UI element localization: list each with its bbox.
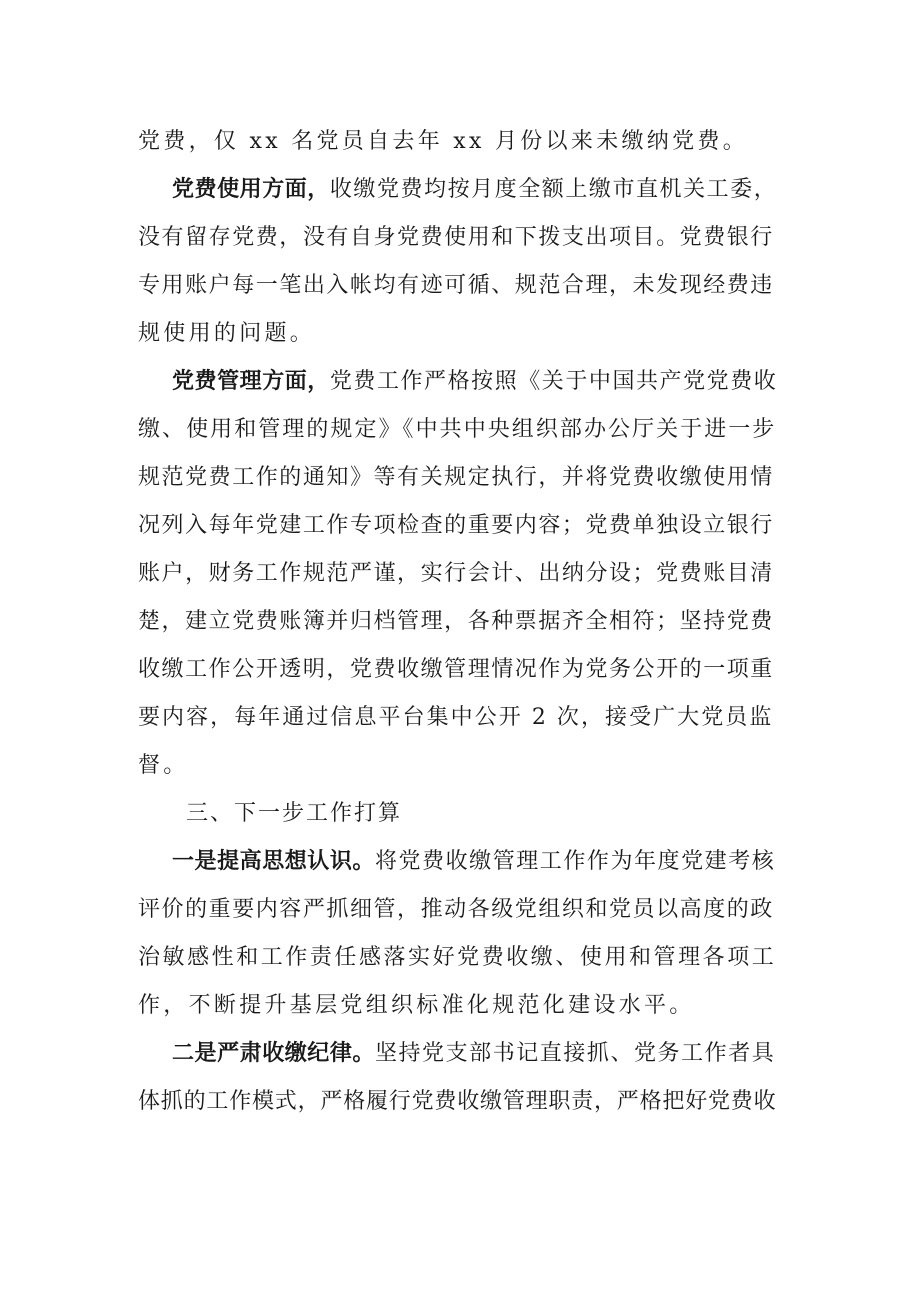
text: 治敏感性和工作责任感落实好党费收缴、使用和管理各项工 — [138, 945, 777, 970]
paragraph-line — [138, 698, 778, 738]
text: 收缴工作公开透明，党费收缴管理情况作为党务公开的一项重 — [138, 657, 774, 682]
text: 将党费收缴管理工作作为年度党建考核 — [374, 849, 776, 874]
paragraph-lead: 党费使用方面， — [172, 177, 330, 202]
text: 没有留存党费，没有自身党费使用和下拨支出项目。党费银行 — [138, 225, 774, 250]
text: 规范党费工作的通知》等有关规定执行，并将党费收缴使用情 — [138, 465, 774, 490]
paragraph-line — [138, 554, 778, 594]
paragraph-line — [138, 1082, 778, 1122]
paragraph-line — [138, 122, 778, 162]
paragraph-line — [138, 650, 778, 690]
paragraph-line — [138, 314, 778, 354]
text: 评价的重要内容严抓细管，推动各级党组织和党员以高度的政 — [138, 897, 774, 922]
section-heading — [186, 794, 826, 834]
text: 账户，财务工作规范严谨，实行会计、出纳分设；党费账目清 — [138, 561, 774, 586]
heading-text: 三、下一步工作打算 — [186, 801, 403, 826]
paragraph-line — [138, 266, 778, 306]
paragraph-line — [138, 218, 778, 258]
text: 体抓的工作模式，严格履行党费收缴管理职责，严格把好党费收 — [138, 1089, 777, 1114]
text: 缴、使用和管理的规定》《中共中央组织部办公厅关于进一步 — [138, 417, 777, 442]
paragraph-line — [138, 890, 778, 930]
text: 况列入每年党建工作专项检查的重要内容；党费单独设立银行 — [138, 513, 774, 538]
paragraph-line — [138, 986, 778, 1026]
paragraph-lead: 党费管理方面， — [172, 369, 330, 394]
text: 督。 — [138, 753, 189, 778]
paragraph-line — [138, 746, 778, 786]
text: 党费工作严格按照《关于中国共产党党费收 — [329, 369, 778, 394]
text: 坚持党支部书记直接抓、党务工作者具 — [374, 1041, 776, 1066]
text: 规使用的问题。 — [138, 321, 316, 346]
paragraph-line — [172, 170, 778, 210]
paragraph-line — [138, 938, 778, 978]
paragraph-line — [138, 506, 778, 546]
text: 专用账户每一笔出入帐均有迹可循、规范合理，未发现经费违 — [138, 273, 774, 298]
text: 党费，仅 xx 名党员自去年 xx 月份以来未缴纳党费。 — [138, 129, 749, 154]
paragraph-lead: 一是提高思想认识。 — [172, 849, 375, 874]
paragraph-line — [172, 362, 778, 402]
paragraph-line — [138, 458, 778, 498]
paragraph-lead: 二是严肃收缴纪律。 — [172, 1041, 375, 1066]
paragraph-line — [138, 602, 778, 642]
text: 要内容，每年通过信息平台集中公开 2 次，接受广大党员监 — [138, 705, 774, 730]
paragraph-line — [172, 842, 778, 882]
paragraph-line — [172, 1034, 778, 1074]
text: 收缴党费均按月度全额上缴市直机关工委， — [329, 177, 778, 202]
text: 楚，建立党费账簿并归档管理，各种票据齐全相符；坚持党费 — [138, 609, 774, 634]
text: 作，不断提升基层党组织标准化规范化建设水平。 — [138, 993, 695, 1018]
paragraph-line — [138, 410, 778, 450]
